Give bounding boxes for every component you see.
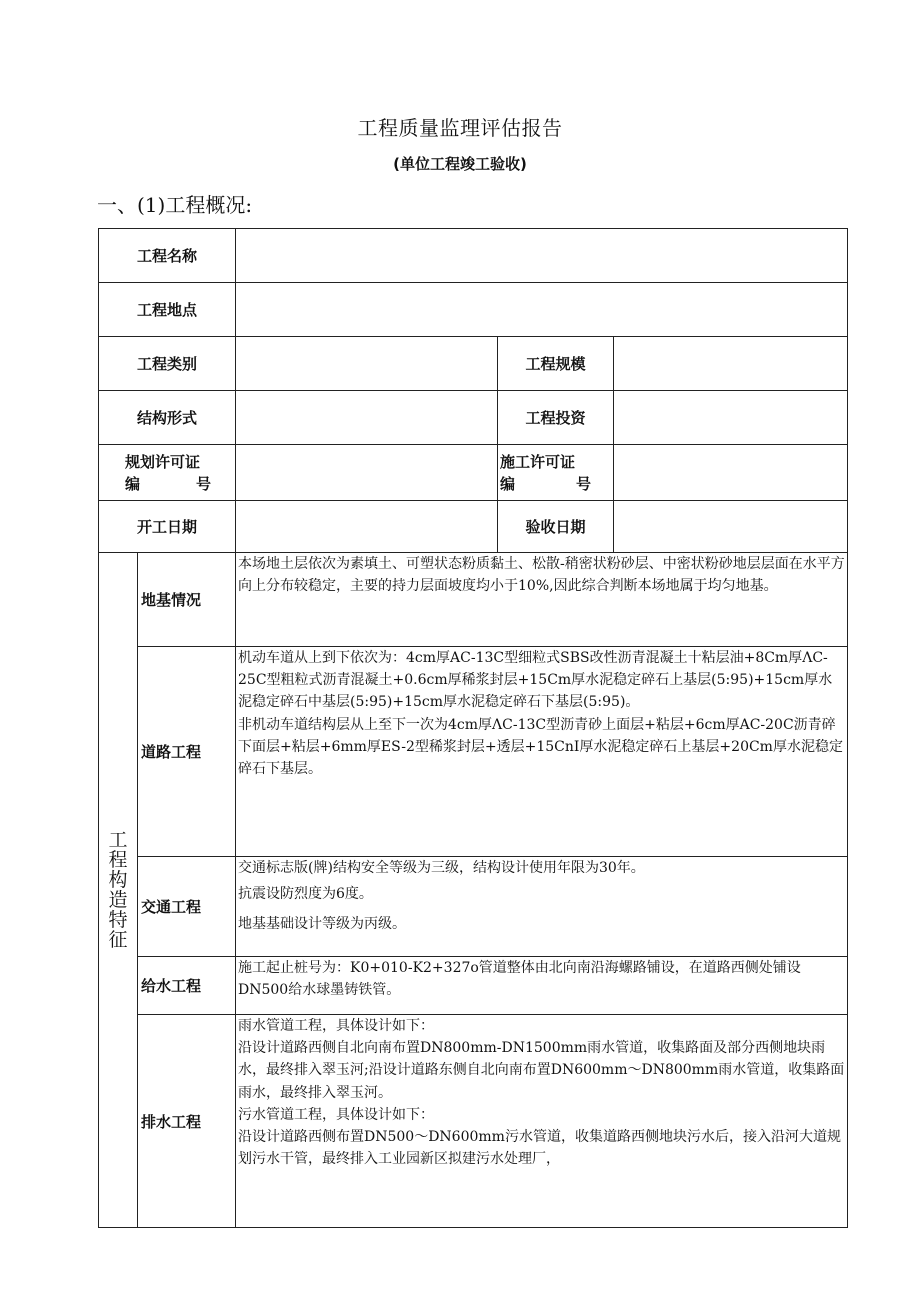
row-project-location [99,283,848,337]
row-project-name [99,229,848,283]
content-foundation: 本场地土层依次为素填土、可塑状态粉质黏土、松散-稍密状粉砂层、中密状粉砂地层层面在水平方向上分布较稳定，主要的持力层面坡度均小于10%,因此综合判断本场地属于均匀地基。 [236,553,848,647]
label-structure-form: 结构形式 [99,391,236,445]
construction-permit-hao: 号 [576,474,592,493]
content-drainage: 雨水管道工程，具体设计如下： 沿设计道路西侧自北向南布置DN800mm-DN1500mm雨水管道，收集路面及部分西侧地块雨水，最终排入翠玉河;沿设计道路东侧自北向南布置DN600mm～DN800mm雨水管道，收集路面雨水，最终排入翠玉河。 污水管道工程，具体设计如下： 沿设计道路西侧布置DN500～DN600mm污水管道，收集道路西侧地块污水后，接入沿河大道规划污水干管，最终排入工业园新区拟建污水处理厂， [236,1015,848,1228]
row-permits [99,445,848,501]
label-project-investment: 工程投资 [498,391,614,445]
planning-permit-bian: 编 [125,474,141,493]
planning-permit-hao: 号 [196,474,212,493]
value-acceptance-date[interactable] [614,501,848,553]
value-planning-permit[interactable] [236,445,498,501]
content-water-supply: 施工起止桩号为：K0+010-K2+327o管道整体由北向南沿海螺路铺设，在道路西侧处铺设DN500给水球墨铸铁管。 [236,957,848,1015]
value-project-category[interactable] [236,337,498,391]
row-structure-investment [99,391,848,445]
feature-row-drainage [99,1015,848,1228]
value-project-location[interactable] [236,283,848,337]
value-project-scale[interactable] [614,337,848,391]
construction-permit-line1: 施工许可证 [500,452,576,471]
feature-row-road [99,647,848,857]
label-project-scale: 工程规模 [498,337,614,391]
label-construction-permit [498,445,614,501]
section-heading: 一、(1)工程概况: [97,193,253,217]
construction-permit-bian: 编 [500,474,516,493]
project-overview-table [98,228,848,1228]
value-structure-form[interactable] [236,391,498,445]
label-project-category: 工程类别 [99,337,236,391]
label-foundation: 地基情况 [138,553,236,647]
value-start-date[interactable] [236,501,498,553]
value-project-name[interactable] [236,229,848,283]
value-project-investment[interactable] [614,391,848,445]
feature-row-foundation [99,553,848,647]
label-project-location: 工程地点 [99,283,236,337]
label-start-date: 开工日期 [99,501,236,553]
label-road-works: 道路工程 [138,647,236,857]
report-title: 工程质量监理评估报告 [357,116,563,140]
row-category-scale [99,337,848,391]
label-water-supply: 给水工程 [138,957,236,1015]
label-planning-permit [99,445,236,501]
content-road-works: 机动车道从上到下依次为：4cm厚AC-13C型细粒式SBS改性沥青混凝土十粘层油+8Cm厚ΛC-25C型粗粒式沥青混凝土+0.6cm厚稀浆封层+15Cm厚水泥稳定碎石上基层(5:95)+15cm厚水泥稳定碎石中基层(5:95)+15cm厚水泥稳定碎石下基层(5:95)。 非机动车道结构层从上至下一次为4cm厚ΛC-13C型沥青砂上面层+粘层+6cm厚AC-20C沥青碎下面层+粘层+6mm厚ES-2型稀浆封层+透层+15CnI厚水泥稳定碎石上基层+20Cm厚水泥稳定碎石下基层。 [236,647,848,857]
report-subtitle: (单位工程竣工验收) [393,155,527,173]
content-traffic-works: 交通标志版(牌)结构安全等级为三级，结构设计使用年限为30年。 抗震设防烈度为6度。 地基基础设计等级为丙级。 [236,857,848,957]
label-project-name: 工程名称 [99,229,236,283]
value-construction-permit[interactable] [614,445,848,501]
feature-row-water-supply [99,957,848,1015]
group-label-structure-features: 工 程 构 造 特 征 [99,553,138,1228]
label-acceptance-date: 验收日期 [498,501,614,553]
planning-permit-line1: 规划许可证 [125,452,201,471]
label-drainage: 排水工程 [138,1015,236,1228]
label-traffic-works: 交通工程 [138,857,236,957]
row-dates [99,501,848,553]
feature-row-traffic [99,857,848,957]
